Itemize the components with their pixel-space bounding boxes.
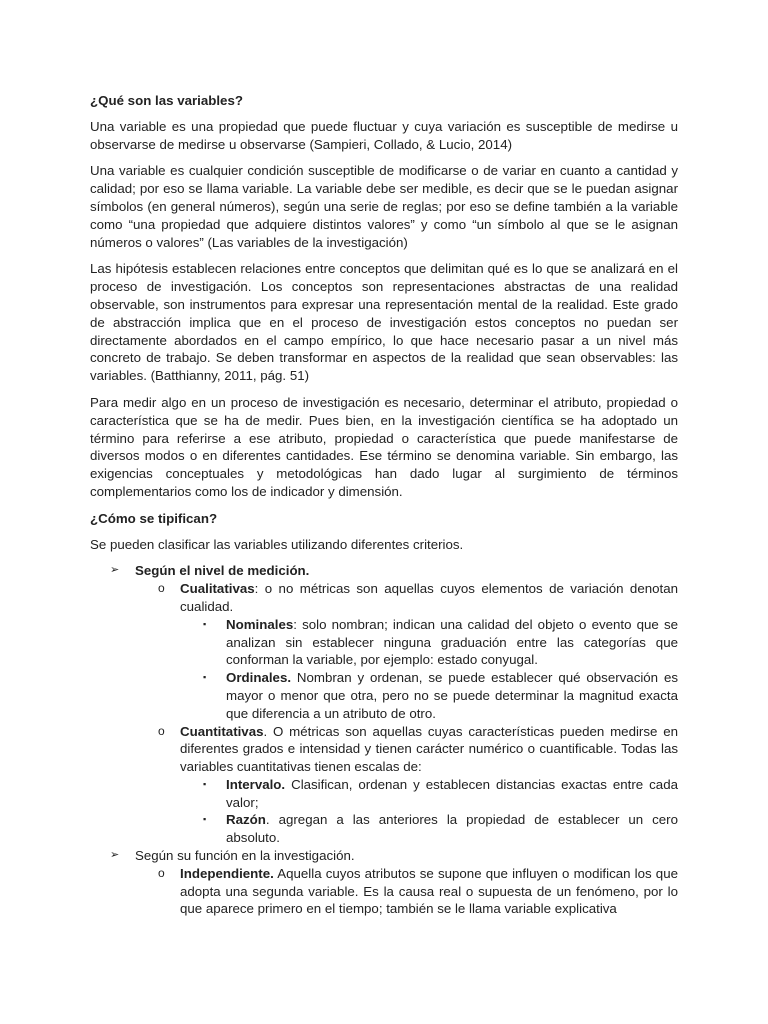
list-item-research-function (90, 847, 678, 918)
paragraph-classification-intro: Se pueden clasificar las variables utilizando diferentes criterios. (90, 536, 464, 552)
circle-bullet-icon: o (158, 865, 165, 880)
term-razon: Razón (226, 812, 266, 828)
classification-list (90, 562, 678, 918)
term-intervalo: Intervalo. (226, 776, 286, 792)
paragraph-measurement: Para medir algo en un proceso de investigación es necesario, determinar el atributo, propiedad o característica que se ha de medir. Pues bien, en la investigación científica se ha adoptado un término para referirse a ese atributo, propiedad o característica que puede manifestarse de diversos modos o en diferentes cantidades. Ese término se denomina variable. Sin embargo, las exigencias conceptuales y metodológicas han dado lugar al surgimiento de términos complementarios como los de indicador y dimensión. (90, 394, 678, 499)
arrow-bullet-icon: ➢ (110, 564, 120, 577)
measurement-types-list (90, 580, 678, 847)
term-cualitativas: Cualitativas (180, 581, 255, 597)
document-page (90, 92, 678, 918)
paragraph-definition-1: Una variable es una propiedad que puede fluctuar y cuya variación es susceptible de medirse u observarse de medirse u observarse (Sampieri, Collado, & Lucio, 2014) (90, 118, 678, 152)
paragraph-hypotheses: Las hipótesis establecen relaciones entre conceptos que delimitan qué es lo que se analizará en el proceso de investigación. Los conceptos son representaciones abstractas de una realidad observable, son instrumentos para expresar una representación mental de la realidad. Este grado de abstracción implica que en el proceso de investigación estos conceptos no puedan ser directamente abordados en el campo empírico, lo que hace necesario pasar a un nivel más concreto de trabajo. Se deben transformar en aspectos de la realidad que sean observables: las variables. (Batthianny, 2011, pág. 51) (90, 261, 678, 384)
term-ordinales: Ordinales. (226, 670, 292, 686)
list-item-razon (90, 811, 678, 847)
square-bullet-icon: ▪ (203, 778, 207, 789)
definition-nominales: : solo nombran; indican una calidad del objeto o evento que se analizan sin establecer ninguna graduación entre las categorías que conforman la variable, por ejemplo: estado conyugal. (226, 616, 678, 668)
list-item-cualitativas (90, 580, 678, 722)
function-types-list (90, 865, 678, 918)
section-heading-variables: ¿Qué son las variables? (90, 93, 243, 108)
term-independiente: Independiente. (180, 865, 274, 881)
square-bullet-icon: ▪ (203, 618, 207, 629)
section-heading-classification: ¿Cómo se tipifican? (90, 510, 218, 526)
definition-independiente: Aquella cuyos atributos se supone que influyen o modifican los que adopta una segunda variable. Es la causa real o supuesta de un fenómeno, por lo que aparece primero en el tiempo; también se le llama variable explicativa (180, 865, 678, 917)
definition-intervalo: Clasifican, ordenan y establecen distancias exactas entre cada valor; (226, 776, 678, 810)
paragraph-definition-2: Una variable es cualquier condición susceptible de modificarse o de variar en cuanto a cantidad y calidad; por eso se llama variable. La variable debe ser medible, es decir que se le puedan asignar símbolos (en general números), según una serie de reglas; por eso se define también a la variable como “una propiedad que adquiere distintos valores” y como “un símbolo al que se le asignan números o valores” (Las variables de la investigación) (90, 163, 678, 250)
circle-bullet-icon: o (158, 723, 165, 738)
cualitativas-sublist (90, 616, 678, 723)
list-item-intervalo (90, 776, 678, 812)
square-bullet-icon: ▪ (203, 814, 207, 825)
list-item-ordinales (90, 669, 678, 722)
cuantitativas-sublist (90, 776, 678, 847)
list-item-measurement-level (90, 562, 678, 847)
square-bullet-icon: ▪ (203, 672, 207, 683)
criterion-label: Según su función en la investigación. (135, 848, 355, 864)
list-item-cuantitativas (90, 723, 678, 848)
definition-cuantitativas: . O métricas son aquellas cuyas características pueden medirse en diferentes grados e intensidad y tienen carácter numérico o cuantificable. Todas las variables cuantitativas tienen escalas de: (180, 723, 678, 775)
list-item-nominales (90, 616, 678, 669)
circle-bullet-icon: o (158, 581, 165, 596)
definition-cualitativas: : o no métricas son aquellas cuyos elementos de variación denotan cualidad. (180, 581, 678, 614)
term-nominales: Nominales (226, 616, 294, 632)
criterion-label: Según el nivel de medición. (135, 563, 310, 579)
list-item-independiente (90, 865, 678, 918)
term-cuantitativas: Cuantitativas (180, 723, 264, 739)
arrow-bullet-icon: ➢ (110, 849, 120, 862)
definition-razon: . agregan a las anteriores la propiedad de establecer un cero absoluto. (226, 812, 678, 846)
definition-ordinales: Nombran y ordenan, se puede establecer qué observación es mayor o menor que otra, pero no se puede determinar la magnitud exacta que diferencia a un atributo de otro. (226, 670, 678, 721)
